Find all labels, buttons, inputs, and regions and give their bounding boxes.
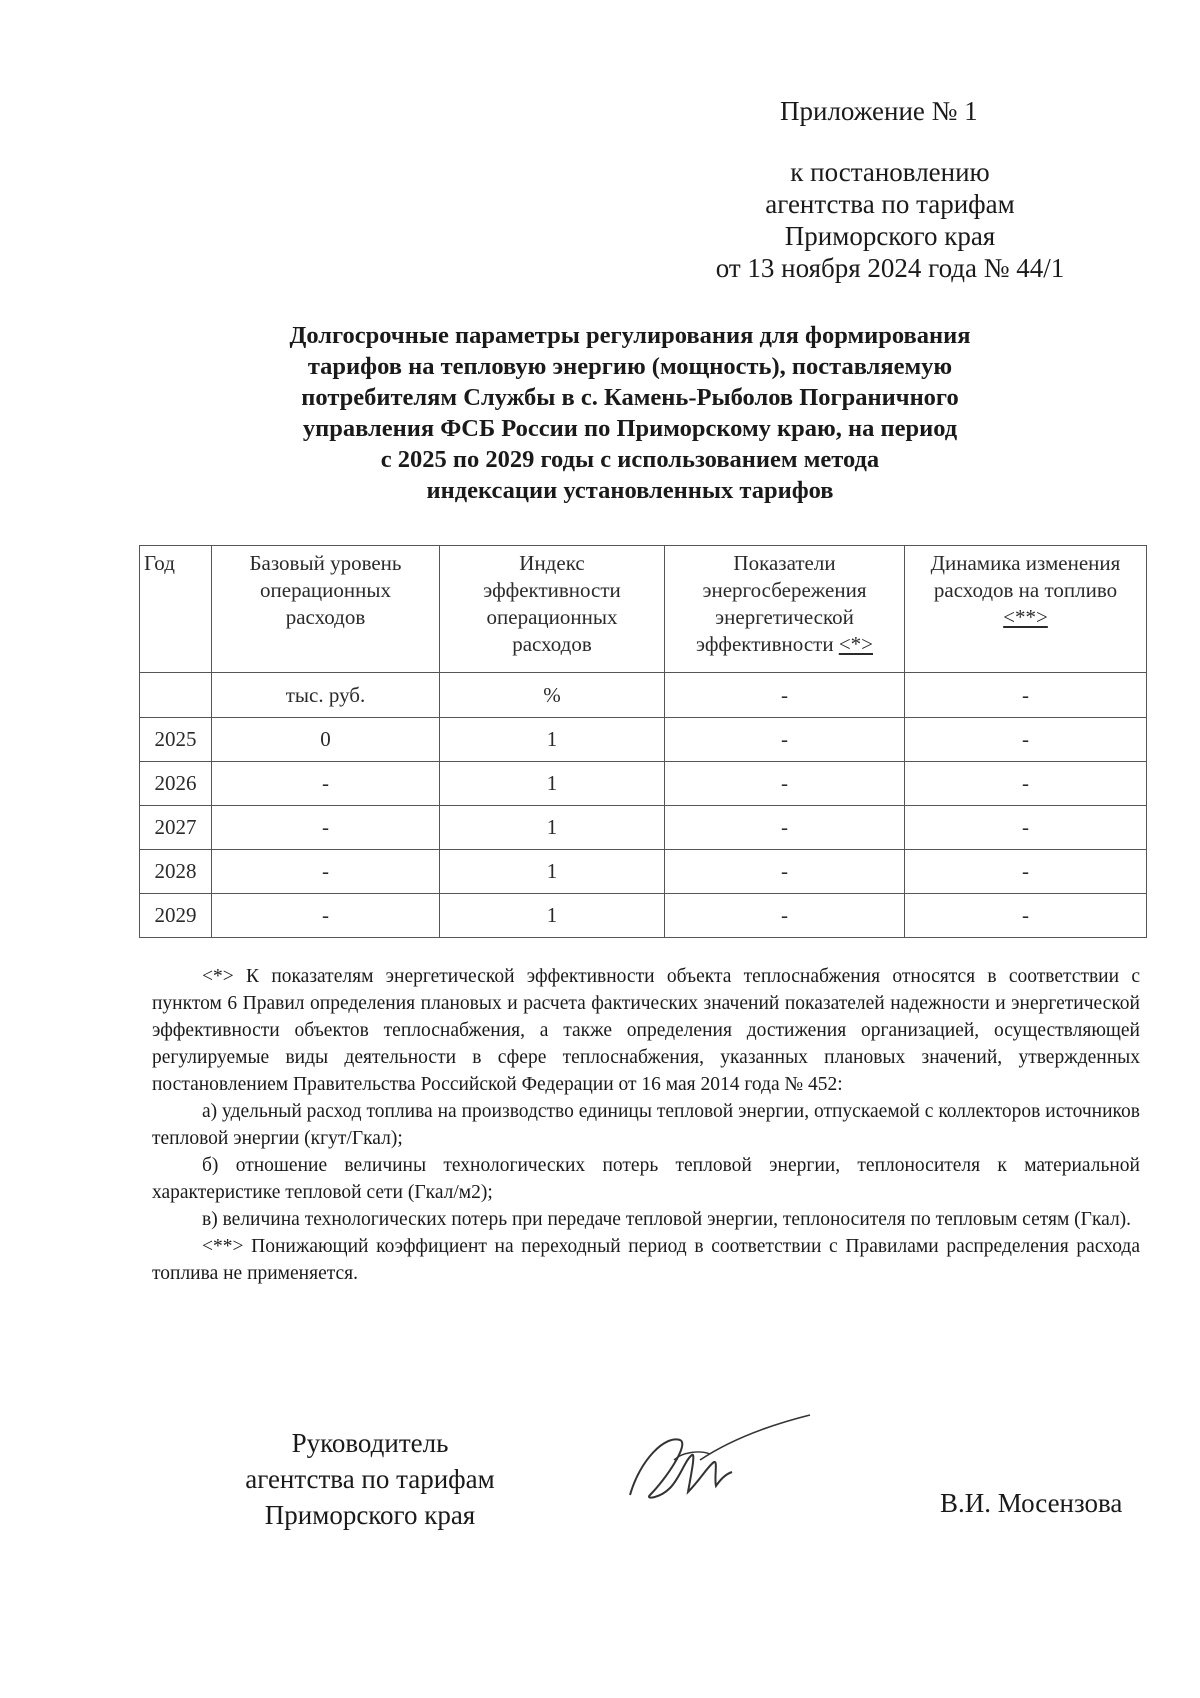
table-cell: 1 [440, 806, 665, 850]
table-cell: 1 [440, 894, 665, 938]
table-cell: 1 [440, 762, 665, 806]
document-title [210, 320, 1050, 506]
year-cell: 2025 [140, 718, 212, 762]
table-row [140, 806, 1147, 850]
table-cell: - [212, 894, 440, 938]
header-base-level: Базовый уровень операционных расходов [212, 546, 440, 673]
parameters-table [139, 545, 1147, 938]
footnote-ref-2: <**> [1003, 605, 1048, 629]
table-cell: - [212, 762, 440, 806]
table-cell: 1 [440, 850, 665, 894]
table-cell: 1 [440, 718, 665, 762]
table-cell [140, 673, 212, 718]
table-cell: % [440, 673, 665, 718]
table-cell: - [905, 762, 1147, 806]
year-cell: 2026 [140, 762, 212, 806]
table-cell: - [665, 718, 905, 762]
header-efficiency-index: Индекс эффективности операционных расходов [440, 546, 665, 673]
table-header-row [140, 546, 1147, 673]
year-cell: 2029 [140, 894, 212, 938]
footnotes [152, 963, 1140, 1287]
table-cell: - [665, 673, 905, 718]
table-row [140, 894, 1147, 938]
table-cell: тыс. руб. [212, 673, 440, 718]
approval-line: к постановлению [790, 157, 990, 187]
table-cell: - [212, 806, 440, 850]
footnote-paragraph: <*> К показателям энергетической эффективности объекта теплоснабжения относятся в соответствии с пунктом 6 Правил определения плановых и расчета фактических значений показателей надежности и энергетической эффективности объектов теплоснабжения, а также определения достижения организацией, осуществляющей регулируемые виды деятельности в сфере теплоснабжения, указанных плановых значений, утвержденных постановлением Правительства Российской Федерации от 16 мая 2014 года № 452: [152, 966, 1140, 1095]
approval-line: от 13 ноября 2024 года № 44/1 [715, 253, 1065, 283]
title-line: потребителям Службы в с. Камень-Рыболов Пограничного [301, 384, 959, 411]
table-row [140, 850, 1147, 894]
approval-block [700, 156, 1080, 284]
table-cell: - [665, 806, 905, 850]
title-line: тарифов на тепловую энергию (мощность), поставляемую [307, 353, 953, 380]
table-cell: - [905, 894, 1147, 938]
table-cell: - [665, 894, 905, 938]
table-cell: - [212, 850, 440, 894]
signatory-title: Руководитель агентства по тарифам Приморского края [245, 1428, 495, 1530]
table-cell: - [665, 762, 905, 806]
units-row [140, 673, 1147, 718]
year-cell: 2028 [140, 850, 212, 894]
title-line: управления ФСБ России по Приморскому краю, на период [302, 415, 958, 442]
table-cell: 0 [212, 718, 440, 762]
year-cell: 2027 [140, 806, 212, 850]
header-fuel-dynamics: Динамика изменения расходов на топливо <**> [905, 546, 1147, 673]
footnote-paragraph: <**> Понижающий коэффициент на переходный период в соответствии с Правилами распределения расхода топлива не применяется. [152, 1236, 1140, 1284]
handwritten-signature [610, 1400, 820, 1520]
header-year: Год [140, 546, 212, 673]
title-line: с 2025 по 2029 годы с использованием метода [380, 446, 880, 473]
table-row [140, 762, 1147, 806]
table-cell: - [905, 850, 1147, 894]
signatory-name: В.И. Мосензова [940, 1488, 1123, 1518]
footnote-paragraph: б) отношение величины технологических потерь тепловой энергии, теплоносителя к материальной характеристике тепловой сети (Гкал/м2); [152, 1155, 1140, 1203]
table-cell: - [905, 806, 1147, 850]
title-line: Долгосрочные параметры регулирования для формирования [289, 322, 971, 349]
table-cell: - [905, 718, 1147, 762]
footnote-paragraph: в) величина технологических потерь при передаче тепловой энергии, теплоносителя по тепловым сетям (Гкал). [202, 1209, 1132, 1230]
annex-label: Приложение № 1 [780, 96, 978, 126]
footnote-ref-1: <*> [838, 632, 873, 656]
table-row [140, 718, 1147, 762]
title-line: индексации установленных тарифов [426, 477, 834, 504]
header-energy-saving: Показатели энергосбережения энергетической эффективности <*> [665, 546, 905, 673]
table-cell: - [905, 673, 1147, 718]
approval-line: Приморского края [784, 221, 996, 251]
table-cell: - [665, 850, 905, 894]
footnote-paragraph: а) удельный расход топлива на производство единицы тепловой энергии, отпускаемой с коллекторов источников тепловой энергии (кгут/Гкал); [152, 1101, 1140, 1149]
approval-line: агентства по тарифам [765, 189, 1015, 219]
